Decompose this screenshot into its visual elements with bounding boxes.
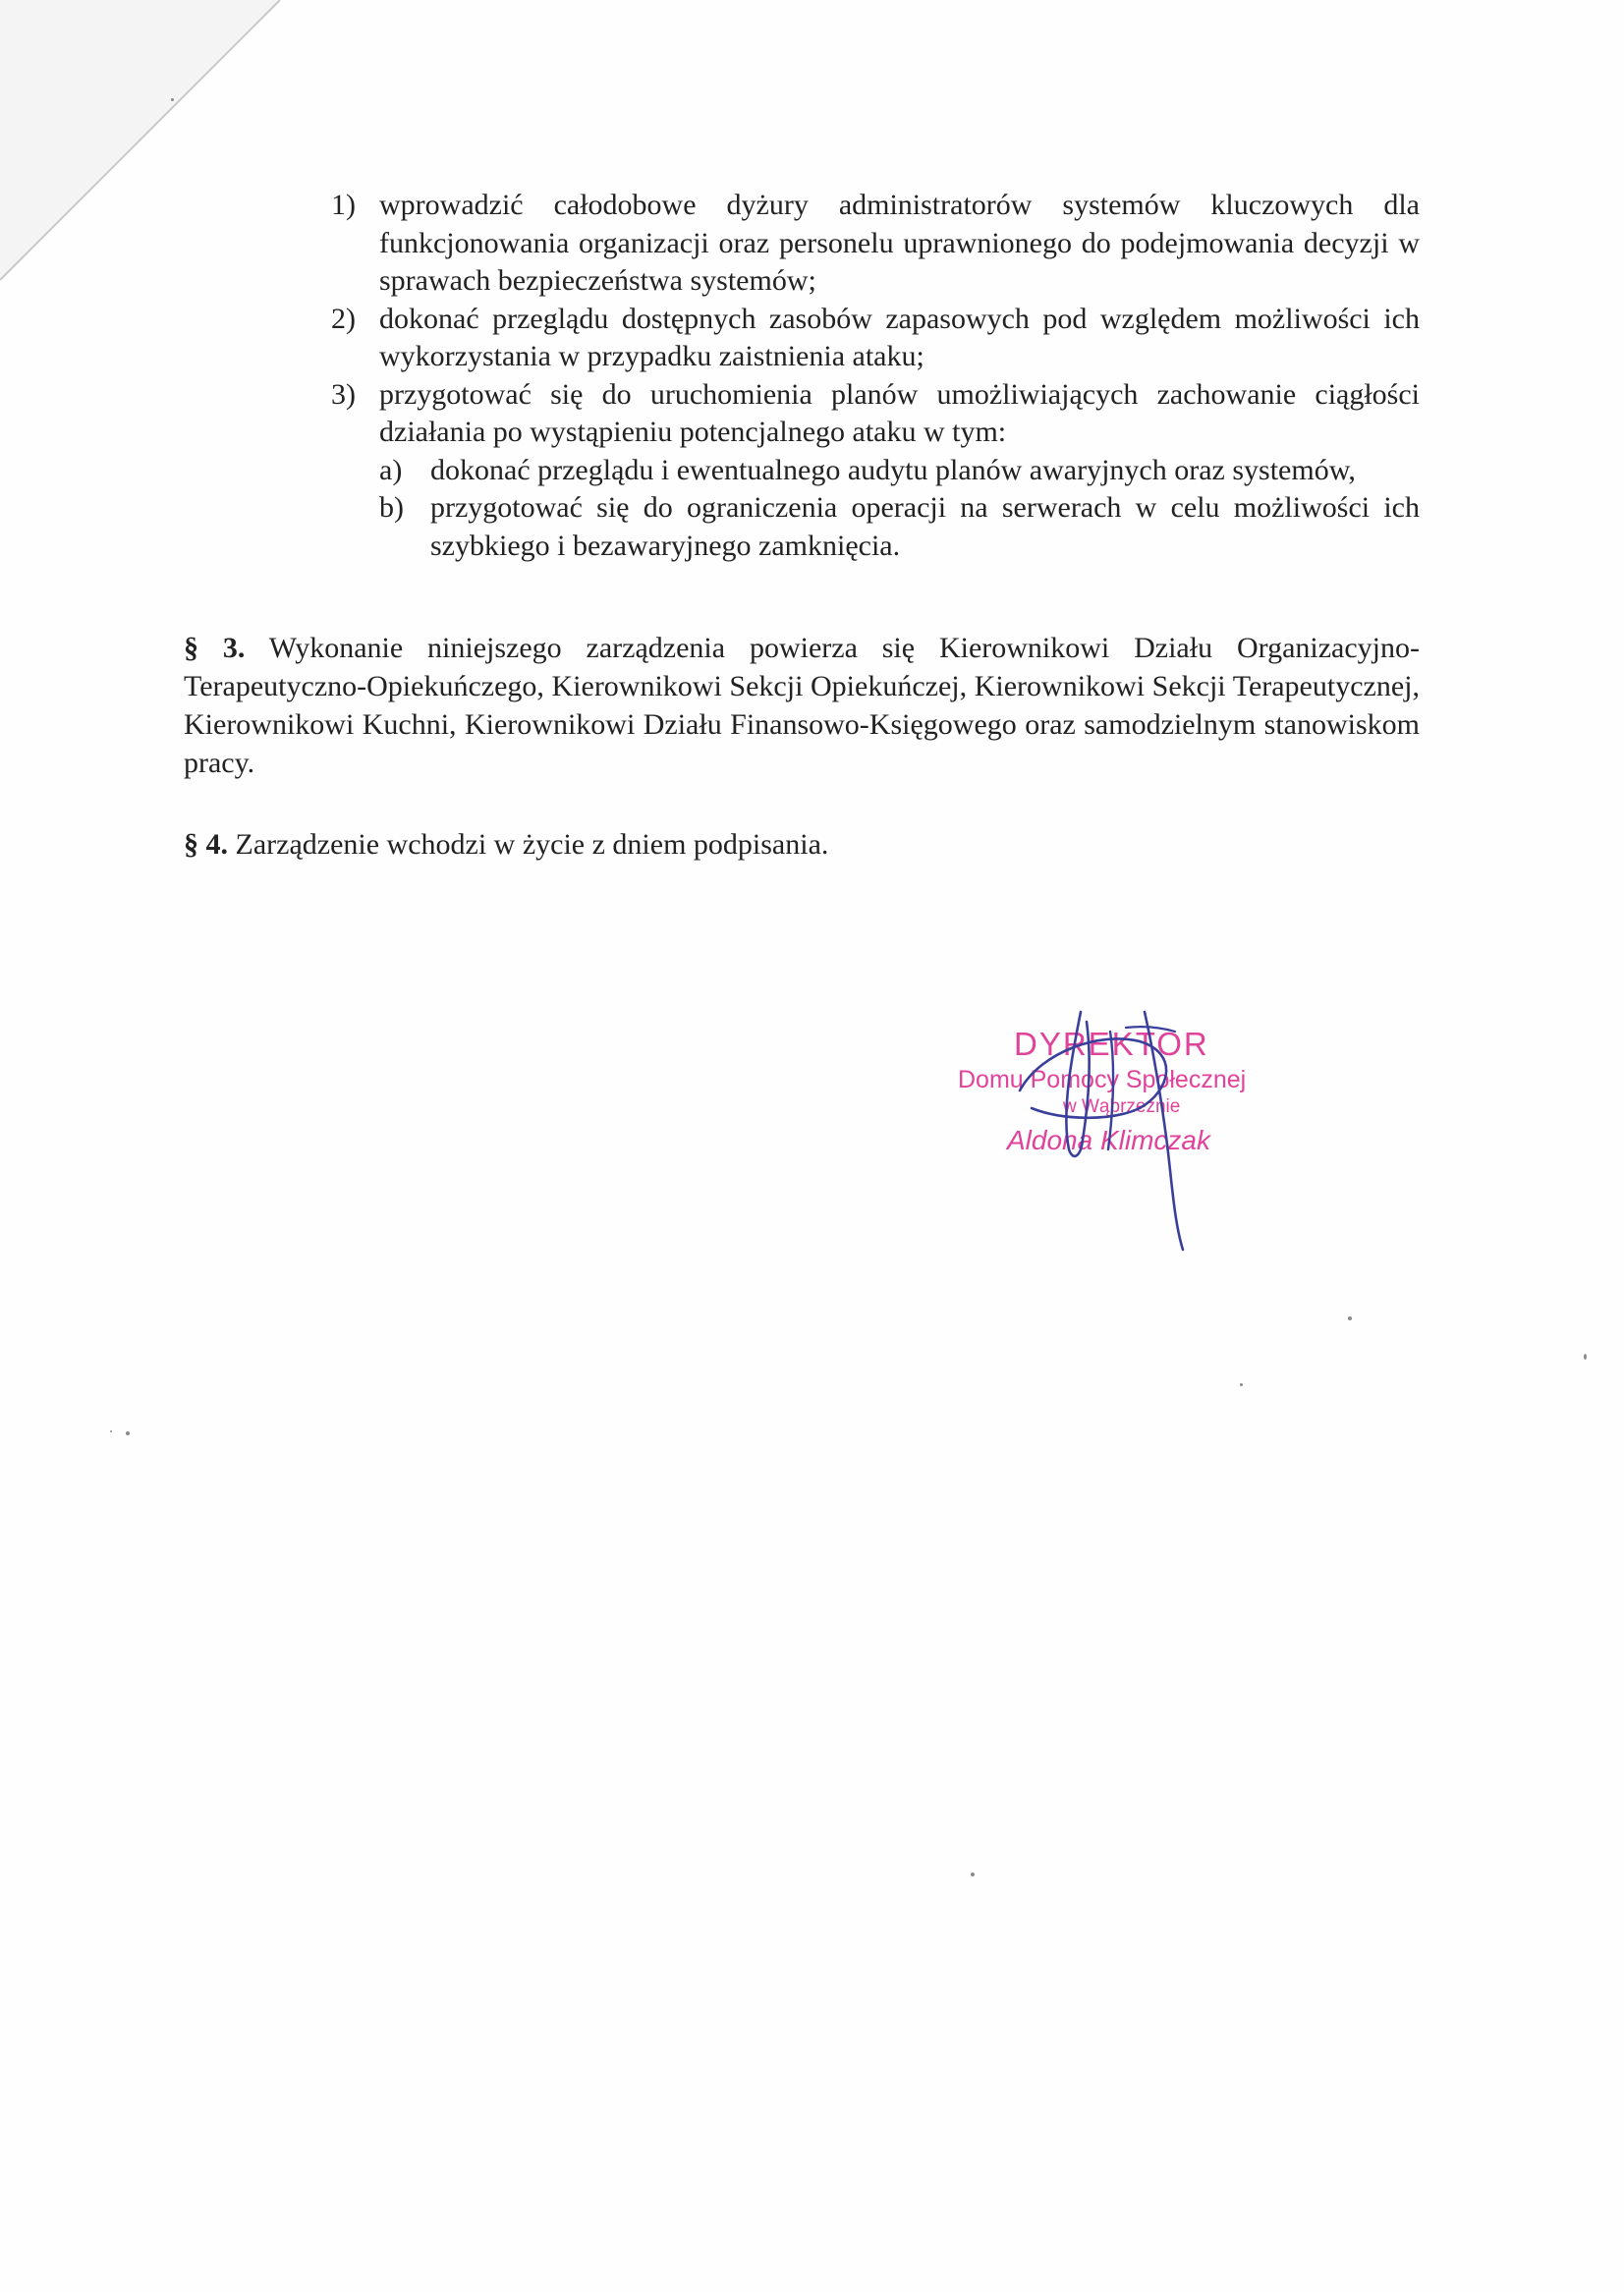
measures-list bbox=[331, 187, 1420, 565]
handwritten-signature bbox=[943, 992, 1277, 1258]
sublist-item bbox=[379, 452, 1420, 490]
list-item bbox=[331, 376, 1420, 452]
section-number: § 3. bbox=[184, 632, 246, 664]
director-stamp bbox=[943, 992, 1277, 1258]
scan-speck bbox=[110, 1430, 112, 1432]
stamp-institution: Domu Pomocy Społecznej bbox=[958, 1066, 1247, 1093]
stamp-name: Aldona Klimczak bbox=[1007, 1125, 1210, 1155]
paragraph-4 bbox=[184, 825, 1420, 864]
section-number: § 4. bbox=[184, 828, 228, 861]
paragraph-text: Wykonanie niniejszego zarządzenia powierza się Kierownikowi Działu Organizacyjno-Terapeutyczno-Opiekuńczego, Kierownikowi Sekcji Opiekuńczej, Kierownikowi Sekcji Terapeutycznej, Kierownikowi Kuchni, Kierownikowi Działu Finansowo-Księgowego oraz samodzielnym stanowiskom pracy. bbox=[184, 632, 1420, 779]
list-item-text: przygotować się do uruchomienia planów umożliwiających zachowanie ciągłości działania po wystąpieniu potencjalnego ataku w tym: bbox=[379, 377, 1420, 448]
paragraph-3 bbox=[184, 629, 1420, 782]
scan-speck bbox=[1240, 1383, 1243, 1386]
scan-speck bbox=[1348, 1316, 1352, 1320]
scan-speck bbox=[971, 1873, 975, 1876]
list-item-number: 3) bbox=[331, 377, 356, 411]
paragraph-text: Zarządzenie wchodzi w życie z dniem podpisania. bbox=[235, 828, 829, 861]
stamp-location: w Wąbrzeźnie bbox=[1063, 1096, 1181, 1117]
folded-corner-shadow bbox=[0, 0, 295, 295]
scan-speck bbox=[1584, 1354, 1587, 1360]
scan-speck bbox=[126, 1431, 130, 1435]
sublist-item-letter: b) bbox=[379, 491, 404, 524]
sublist-item-text: dokonać przeglądu i ewentualnego audytu planów awaryjnych oraz systemów, bbox=[430, 453, 1356, 486]
sublist-item-text: przygotować się do ograniczenia operacji na serwerach w celu możliwości ich szybkiego i bezawaryjnego zamknięcia. bbox=[430, 491, 1420, 562]
list-item-number: 2) bbox=[331, 302, 356, 335]
list-item bbox=[331, 301, 1420, 376]
list-item-text: dokonać przeglądu dostępnych zasobów zapasowych pod względem możliwości ich wykorzystania w przypadku zaistnienia ataku; bbox=[379, 302, 1420, 372]
sublist-item bbox=[379, 489, 1420, 565]
stamp-title: DYREKTOR bbox=[1014, 1026, 1209, 1062]
list-item-text: wprowadzić całodobowe dyżury administratorów systemów kluczowych dla funkcjonowania organizacji oraz personelu uprawnionego do podejmowania decyzji w sprawach bezpieczeństwa systemów; bbox=[379, 189, 1420, 297]
sublist-item-letter: a) bbox=[379, 453, 403, 486]
list-item-number: 1) bbox=[331, 189, 356, 221]
list-item bbox=[331, 187, 1420, 301]
scan-speck bbox=[171, 98, 174, 101]
